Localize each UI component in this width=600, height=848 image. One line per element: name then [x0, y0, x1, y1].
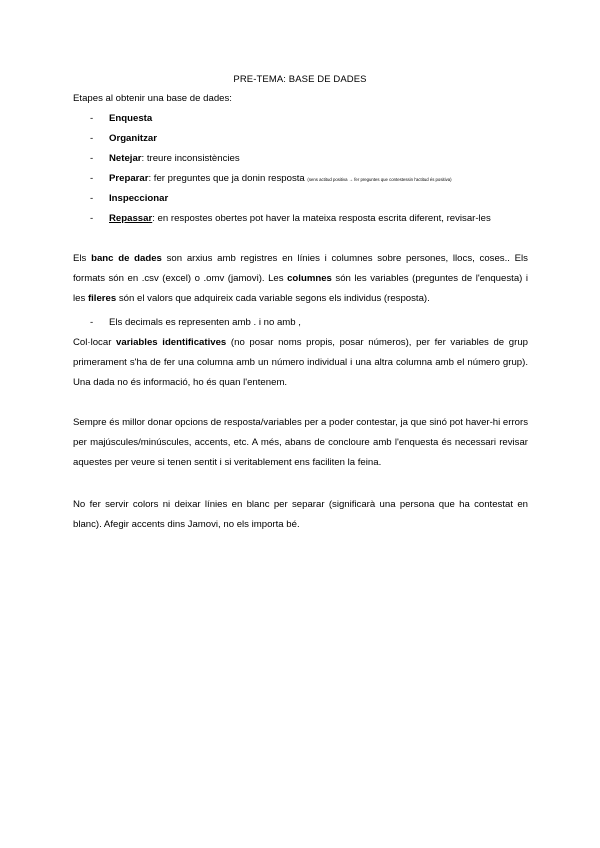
text-run: (no posar noms propis, posar números), per fer variables de grup primerament s'ha de fer una columna amb un número individual i una altra columna amb el número grup). Una dada no és informació, ho és quan l'entenem. [73, 337, 528, 388]
bold-term: columnes [287, 273, 332, 284]
paragraph-options: Sempre és millor donar opcions de resposta/variables per a poder contestar, ja que sinó pot haver-hi errors per majúscules/minúscules, accents, etc. A més, abans de concloure amb l'enquesta és necessari revisar aquestes per veure si tenen sentit i si veritablement ens faciliten la feina. [73, 417, 528, 468]
list-item [90, 209, 491, 229]
intro-line: Etapes al obtenir una base de dades: [73, 93, 232, 104]
text-run: són el valors que adquireix cada variable segons els individus (resposta). [116, 293, 430, 304]
step-text: : treure inconsistències [141, 153, 240, 164]
bold-term: variables identificatives [116, 337, 227, 348]
text-run: són les variables (preguntes de l'enquesta) i les [73, 273, 529, 304]
list-item [90, 129, 157, 149]
paragraph-colors: No fer servir colors ni deixar línies en blanc per separar (significarà una persona que ha contestat en blanc). Afegir accents dins Jamovi, no els importa bé. [73, 499, 528, 530]
paragraph-databases [73, 249, 528, 309]
document-title: PRE-TEMA: BASE DE DADES [233, 74, 367, 85]
step-label: Organitzar [109, 133, 157, 144]
bold-term: banc de dades [91, 253, 162, 264]
list-item [90, 189, 168, 209]
list-item [90, 313, 301, 333]
bold-term: fileres [87, 293, 117, 304]
step-note: (sens actitud positiva → fer preguntes que contestessin l'actitud és positiva) [307, 177, 452, 182]
step-text: : en respostes obertes pot haver la mateixa resposta escrita diferent, revisar-les [152, 213, 491, 224]
bullet-dash: - [90, 173, 94, 184]
bullet-dash: - [90, 113, 94, 124]
bullet-dash: - [90, 213, 94, 224]
text-run: son arxius amb registres en línies i columnes sobre persones, llocs, coses.. Els formats són en .csv (excel) o .omv (jamovi). Les [73, 253, 528, 284]
decimal-note: Els decimals es representen amb . i no amb , [109, 317, 301, 328]
step-label: Enquesta [109, 113, 153, 124]
bullet-dash: - [90, 133, 94, 144]
step-label: Preparar [109, 173, 149, 184]
text-run: Els [73, 253, 92, 264]
step-label: Inspeccionar [109, 193, 169, 204]
step-text: : fer preguntes que ja donin resposta [148, 173, 305, 184]
step-label: Netejar [109, 153, 142, 164]
bullet-dash: - [90, 317, 94, 328]
paragraph-identifiers [73, 333, 528, 393]
bullet-dash: - [90, 193, 94, 204]
bullet-dash: - [90, 153, 94, 164]
text-run: Col·locar [73, 337, 117, 348]
list-item [90, 149, 240, 169]
step-label: Repassar [109, 213, 153, 224]
list-item [90, 109, 152, 129]
list-item [90, 169, 452, 190]
